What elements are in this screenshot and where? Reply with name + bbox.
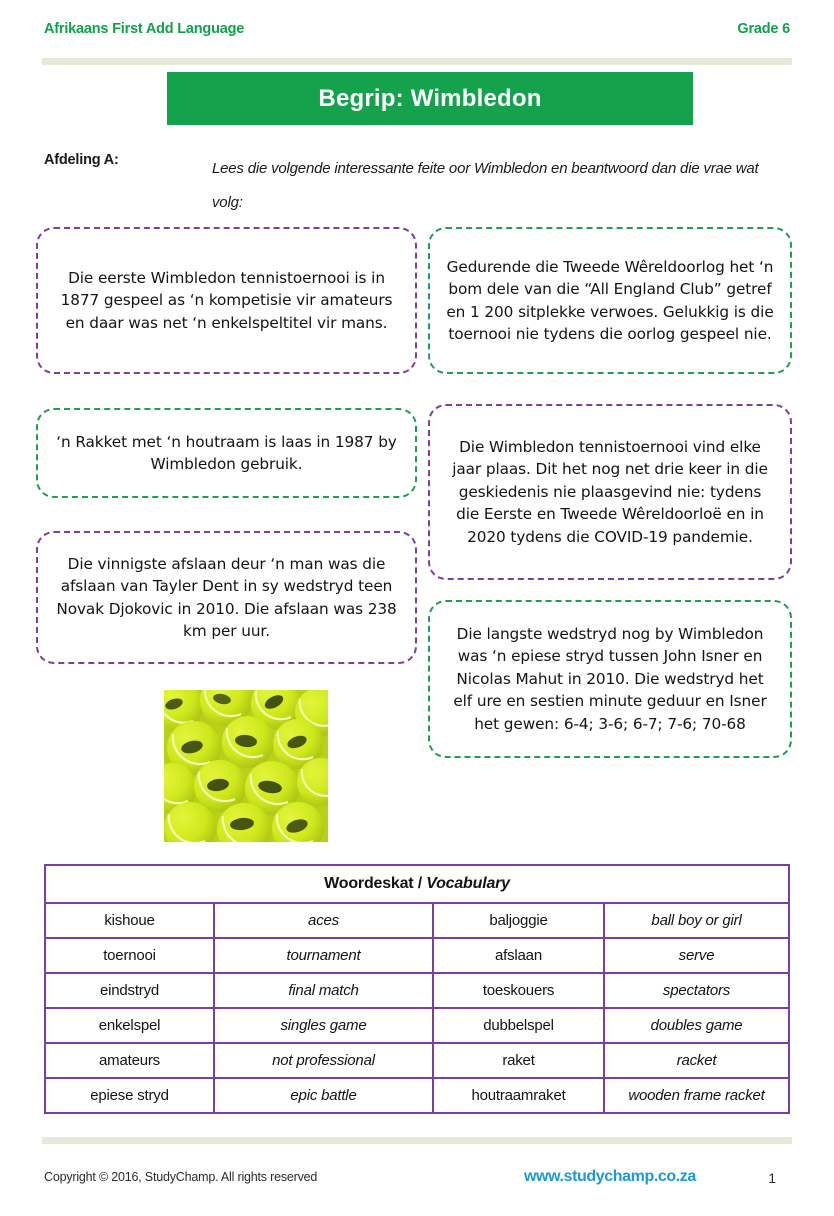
vocab-title-af: Woordeskat	[324, 875, 414, 892]
fact-box-4	[428, 404, 792, 580]
vocab-en-term: tournament	[214, 938, 433, 973]
table-row	[45, 973, 789, 1008]
page-title: Begrip: Wimbledon	[318, 84, 542, 112]
vocab-title-separator: /	[413, 875, 427, 892]
vocab-en-term: not professional	[214, 1043, 433, 1078]
fact-text-6: Die langste wedstryd nog by Wimbledon was ‘n epiese stryd tussen John Isner en Nicolas Mahut in 2010. Die wedstryd het elf ure en sestien minute geduur en Isner het gewen: 6-4; 3-6; 6-7; 7-6; 70-68	[453, 624, 767, 733]
fact-text-1: Die eerste Wimbledon tennistoernooi is in 1877 gespeel as ‘n kompetisie vir amateurs en daar was net ‘n enkelspeltitel vir mans.	[60, 268, 393, 332]
copyright-text: Copyright © 2016, StudyChamp. All rights reserved	[44, 1170, 318, 1184]
page-header	[44, 18, 790, 40]
vocab-af-term: amateurs	[45, 1043, 214, 1078]
table-header-row	[45, 865, 789, 903]
vocab-af-term: raket	[433, 1043, 604, 1078]
vocab-en-term: epic battle	[214, 1078, 433, 1113]
table-row	[45, 938, 789, 973]
vocab-en-term: racket	[604, 1043, 789, 1078]
header-grade: Grade 6	[737, 21, 790, 37]
page-number: 1	[768, 1170, 776, 1186]
header-subject: Afrikaans First Add Language	[44, 21, 245, 37]
vocab-af-term: houtraamraket	[433, 1078, 604, 1113]
vocab-af-term: toernooi	[45, 938, 214, 973]
table-row	[45, 903, 789, 938]
vocab-title-en: Vocabulary	[426, 875, 510, 892]
title-banner	[167, 72, 693, 125]
tennis-balls-photo	[164, 690, 328, 842]
fact-text-2: Gedurende die Tweede Wêreldoorlog het ‘n bom dele van die “All England Club” getref en 1 200 sitplekke verwoes. Gelukkig is die toernooi nie tydens die oorlog gespeel nie.	[446, 257, 774, 343]
page-footer	[44, 1170, 794, 1192]
vocab-en-term: doubles game	[604, 1008, 789, 1043]
vocab-en-term: spectators	[604, 973, 789, 1008]
section-instruction-text: Lees die volgende interessante feite oor Wimbledon en beantwoord dan die vrae wat volg:	[212, 160, 759, 211]
fact-box-6	[428, 600, 792, 758]
vocab-en-term: aces	[214, 903, 433, 938]
fact-text-3: ‘n Rakket met ‘n houtraam is laas in 1987 by Wimbledon gebruik.	[56, 432, 397, 473]
vocab-en-term: singles game	[214, 1008, 433, 1043]
vocab-af-term: toeskouers	[433, 973, 604, 1008]
fact-box-5	[36, 531, 417, 664]
fact-text-4: Die Wimbledon tennistoernooi vind elke jaar plaas. Dit het nog net drie keer in die geskiedenis nie plaasgevind nie: tydens die Eerste en Tweede Wêreldoorloë en in 2020 tydens die COVID-19 pandemie.	[452, 437, 768, 546]
vocab-af-term: kishoue	[45, 903, 214, 938]
vocab-en-term: serve	[604, 938, 789, 973]
table-row	[45, 1078, 789, 1113]
header-divider	[42, 58, 792, 65]
table-row	[45, 1043, 789, 1078]
vocab-af-term: epiese stryd	[45, 1078, 214, 1113]
fact-box-2	[428, 227, 792, 374]
fact-text-5: Die vinnigste afslaan deur ‘n man was die afslaan van Tayler Dent in sy wedstryd teen Novak Djokovic in 2010. Die afslaan was 238 km per uur.	[56, 554, 397, 640]
vocab-af-term: afslaan	[433, 938, 604, 973]
table-row	[45, 1008, 789, 1043]
vocab-en-term: wooden frame racket	[604, 1078, 789, 1113]
vocab-af-term: eindstryd	[45, 973, 214, 1008]
vocab-af-term: enkelspel	[45, 1008, 214, 1043]
vocabulary-table	[44, 864, 790, 1114]
footer-divider	[42, 1137, 792, 1144]
fact-box-3	[36, 408, 417, 498]
section-label: Afdeling A:	[44, 152, 119, 168]
vocab-af-term: dubbelspel	[433, 1008, 604, 1043]
fact-box-1	[36, 227, 417, 374]
vocabulary-title-cell	[45, 865, 789, 903]
vocab-en-term: final match	[214, 973, 433, 1008]
vocab-af-term: baljoggie	[433, 903, 604, 938]
website-link[interactable]: www.studychamp.co.za	[524, 1168, 696, 1185]
vocab-en-term: ball boy or girl	[604, 903, 789, 938]
